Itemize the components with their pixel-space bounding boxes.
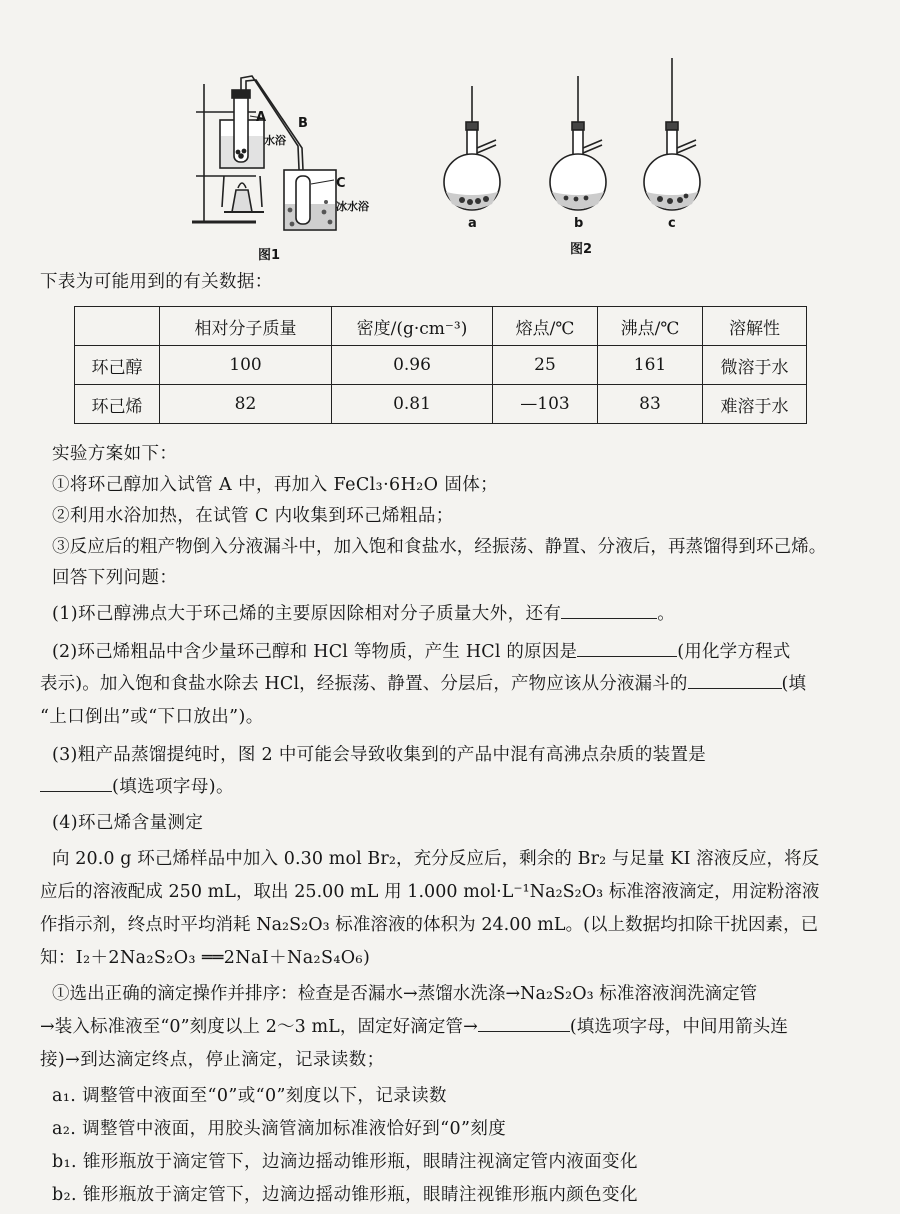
label-water-bath: 水浴: [264, 134, 286, 147]
table-cell: 微溶于水: [703, 346, 807, 385]
flask-c: [644, 58, 700, 210]
q2-text-2b: (填: [781, 674, 807, 694]
label-B: B: [298, 116, 308, 131]
label-C: C: [336, 176, 346, 191]
q1-text: (1)环己醇沸点大于环己烯的主要原因除相对分子质量大外，还有: [52, 604, 562, 624]
option-b1: b₁. 锥形瓶放于滴定管下，边滴边摇动锥形瓶，眼睛注视滴定管内液面变化: [52, 1152, 638, 1172]
q4-order-blank[interactable]: [478, 1015, 570, 1032]
table-cell: 83: [598, 385, 703, 424]
table-row: [75, 346, 807, 385]
table-cell: 25: [493, 346, 598, 385]
data-table: [74, 306, 807, 424]
apparatus-drawing: [186, 72, 386, 242]
header-cell: [75, 307, 160, 346]
flask-b: [550, 76, 606, 210]
q1-end: 。: [657, 604, 676, 624]
flask-label-b: b: [574, 216, 584, 231]
q3-answer-blank[interactable]: [40, 775, 112, 792]
question-4-title: (4)环己烯含量测定: [52, 813, 204, 833]
table-cell: 难溶于水: [703, 385, 807, 424]
q4-paragraph-2: 应后的溶液配成 250 mL，取出 25.00 mL 用 1.000 mol·L⁻¹Na₂S₂O₃ 标准溶液滴定，用淀粉溶液: [40, 882, 820, 902]
question-2-line-3: “上口倒出”或“下口放出”)。: [40, 707, 264, 727]
table-cell: 100: [160, 346, 332, 385]
q3-text-2: (填选项字母)。: [112, 777, 234, 797]
figure2-flasks: [440, 52, 720, 232]
table-cell: —103: [493, 385, 598, 424]
table-cell: 0.81: [332, 385, 493, 424]
question-2-line-2: [40, 672, 806, 696]
figure1-caption: 图1: [258, 248, 281, 263]
q2-text-1b: (用化学方程式: [677, 642, 791, 662]
table-cell: 环己烯: [75, 385, 160, 424]
question-1: [52, 602, 675, 626]
q4-paragraph-3: 作指示剂，终点时平均消耗 Na₂S₂O₃ 标准溶液的体积为 24.00 mL。(以上数据均扣除干扰因素，已: [40, 915, 819, 935]
question-3-line-1: (3)粗产品蒸馏提纯时，图 2 中可能会导致收集到的产品中混有高沸点杂质的装置是: [52, 745, 707, 765]
label-A: A: [256, 110, 267, 125]
q4-step-2: [40, 1015, 788, 1039]
flasks-drawing: [440, 52, 720, 232]
q2-outlet-blank[interactable]: [688, 672, 782, 689]
header-cell: 熔点/℃: [493, 307, 598, 346]
question-2-line-1: [52, 640, 790, 664]
table-header-row: [75, 307, 807, 346]
header-cell: 沸点/℃: [598, 307, 703, 346]
answer-prompt: 回答下列问题：: [52, 568, 178, 588]
q4-step-3: 接)→到达滴定终点，停止滴定，记录读数；: [40, 1050, 385, 1070]
table-row: [75, 385, 807, 424]
q4-step-2-text: →装入标准液至“0”刻度以上 2～3 mL，固定好滴定管→: [40, 1017, 478, 1037]
q4-paragraph-1: 向 20.0 g 环己烯样品中加入 0.30 mol Br₂，充分反应后，剩余的 Br₂ 与足量 KI 溶液反应，将反: [52, 849, 820, 869]
option-a1: a₁. 调整管中液面至“0”或“0”刻度以下，记录读数: [52, 1086, 447, 1106]
figure2-caption: 图2: [570, 242, 593, 257]
option-b2: b₂. 锥形瓶放于滴定管下，边滴边摇动锥形瓶，眼睛注视锥形瓶内颜色变化: [52, 1185, 638, 1205]
plan-step-3: ③反应后的粗产物倒入分液漏斗中，加入饱和食盐水，经振荡、静置、分液后，再蒸馏得到环己烯。: [52, 537, 827, 557]
flask-label-c: c: [668, 216, 676, 231]
header-cell: 溶解性: [703, 307, 807, 346]
table-cell: 161: [598, 346, 703, 385]
q2-equation-blank[interactable]: [577, 640, 677, 657]
flask-label-a: a: [468, 216, 477, 231]
plan-title: 实验方案如下：: [52, 444, 178, 464]
table-cell: 环己醇: [75, 346, 160, 385]
q1-answer-blank[interactable]: [561, 602, 657, 619]
q4-paragraph-4: 知：I₂＋2Na₂S₂O₃ ══2NaI＋Na₂S₄O₆): [40, 948, 371, 968]
q4-step-2-end: (填选项字母，中间用箭头连: [569, 1017, 789, 1037]
q2-text-2: 表示)。加入饱和食盐水除去 HCl，经振荡、静置、分层后，产物应该从分液漏斗的: [40, 674, 688, 694]
table-intro: 下表为可能用到的有关数据：: [40, 272, 273, 292]
plan-step-1: ①将环己醇加入试管 A 中，再加入 FeCl₃·6H₂O 固体；: [52, 475, 499, 495]
q2-text-1: (2)环己烯粗品中含少量环己醇和 HCl 等物质，产生 HCl 的原因是: [52, 642, 578, 662]
table-cell: 0.96: [332, 346, 493, 385]
question-3-line-2: [40, 775, 234, 799]
header-cell: 密度/(g·cm⁻³): [332, 307, 493, 346]
flask-a: [444, 86, 500, 210]
q4-step-1: ①选出正确的滴定操作并排序：检查是否漏水→蒸馏水洗涤→Na₂S₂O₃ 标准溶液润洗滴定管: [52, 984, 758, 1004]
label-ice-water-bath: 冰水浴: [336, 200, 369, 213]
table-cell: 82: [160, 385, 332, 424]
figure1-apparatus: [186, 72, 386, 242]
header-cell: 相对分子质量: [160, 307, 332, 346]
option-a2: a₂. 调整管中液面，用胶头滴管滴加标准液恰好到“0”刻度: [52, 1119, 507, 1139]
plan-step-2: ②利用水浴加热，在试管 C 内收集到环己烯粗品；: [52, 506, 454, 526]
